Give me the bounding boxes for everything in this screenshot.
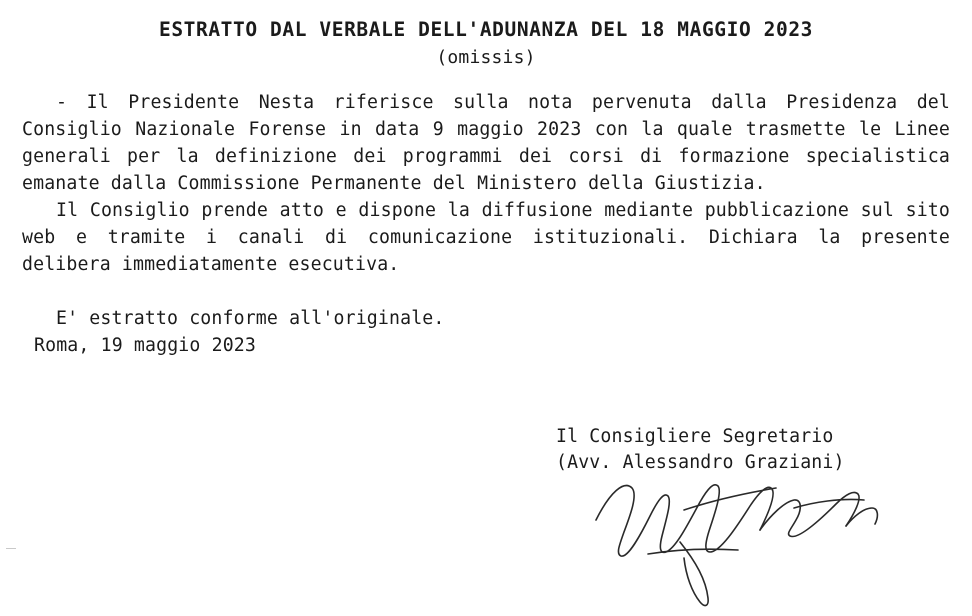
- signatory-name: (Avv. Alessandro Graziani): [556, 452, 845, 474]
- signature-block: [556, 424, 845, 477]
- place-and-date: Roma, 19 maggio 2023: [34, 334, 256, 356]
- closing-block: [22, 305, 950, 360]
- page-edge-mark: [6, 548, 16, 549]
- document-body: [22, 90, 950, 279]
- paragraph-1: - Il Presidente Nesta riferisce sulla nota pervenuta dalla Presidenza del Consiglio Nazionale Forense in data 9 maggio 2023 con la quale trasmette le Linee generali per la definizione dei programmi dei corsi di formazione specialistica emanate dalla Commissione Permanente del Ministero della Giustizia.: [22, 92, 950, 194]
- signatory-role: Il Consigliere Segretario: [556, 426, 834, 447]
- handwritten-signature: [588, 458, 888, 608]
- conformity-statement: E' estratto conforme all'originale.: [56, 307, 445, 329]
- paragraph-2: Il Consiglio prende atto e dispone la diffusione mediante pubblicazione sul sito web e tramite i canali di comunicazione istituzionali. Dichiara la presente delibera immediatamente esecutiva.: [22, 199, 950, 275]
- page-title: ESTRATTO DAL VERBALE DELL'ADUNANZA DEL 18 MAGGIO 2023: [158, 18, 814, 41]
- document-subtitle: (omissis): [436, 47, 536, 68]
